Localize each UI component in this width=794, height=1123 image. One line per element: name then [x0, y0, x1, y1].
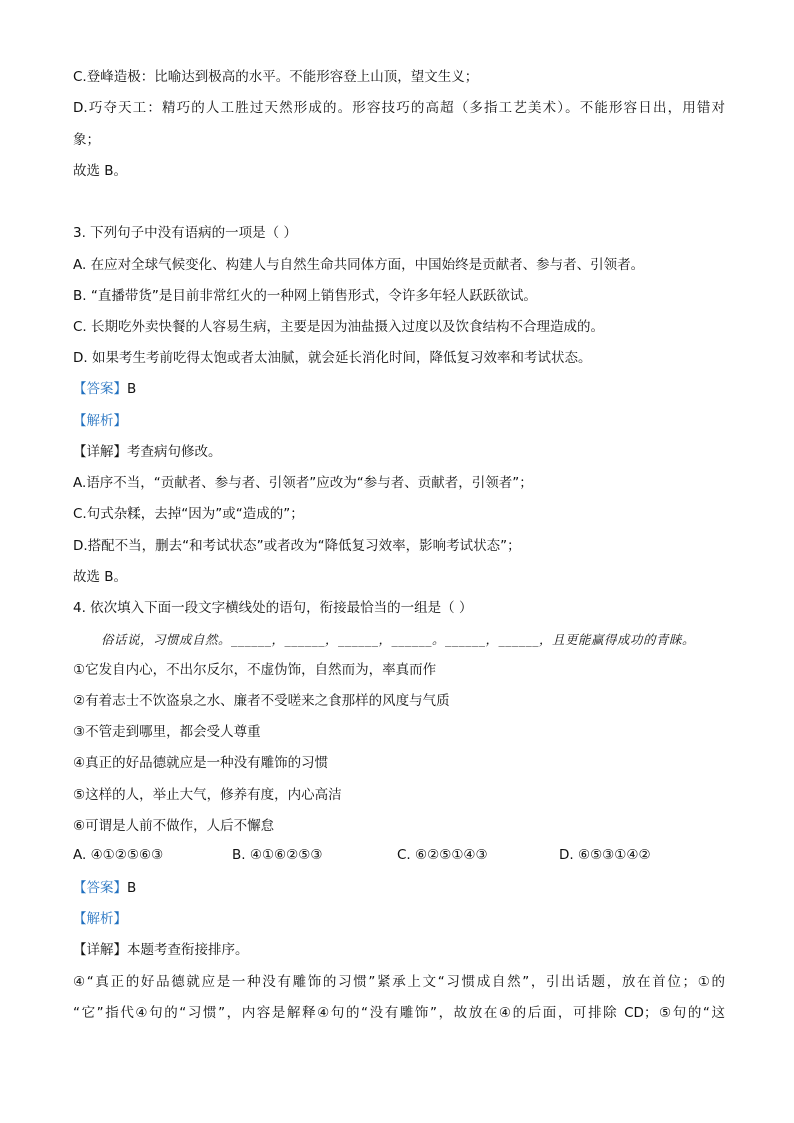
q2-conclusion: 故选 B。: [73, 163, 128, 179]
q3-option-d: D. 如果考生考前吃得太饱或者太油腻，就会延长消化时间，降低复习效率和考试状态。: [73, 350, 592, 366]
detail-text: 本题考查衔接排序。: [127, 942, 249, 958]
answer-tag: 【答案】: [73, 381, 127, 397]
q4-item-2: ②有着志士不饮盗泉之水、廉者不受嗟来之食那样的风度与气质: [73, 693, 450, 709]
detail-tag: 【详解】: [73, 444, 127, 460]
q3-note-c: C.句式杂糅，去掉“因为”或“造成的”；: [73, 506, 304, 522]
q3-conclusion: 故选 B。: [73, 569, 128, 585]
q3-analysis-heading: [73, 412, 127, 430]
detail-text: 考查病句修改。: [127, 444, 222, 460]
q4-analysis-heading: [73, 910, 127, 928]
explanation-d: D.巧夺天工：精巧的人工胜过天然形成的。形容技巧的高超（多指工艺美术）。不能形容日出，用错对: [73, 100, 725, 116]
q4-answer: [73, 879, 136, 897]
q3-option-c: C. 长期吃外卖快餐的人容易生病，主要是因为油盐摄入过度以及饮食结构不合理造成的。: [73, 319, 605, 335]
q4-detail-line-2: “它”指代④句的“习惯”，内容是解释④句的“没有雕饰”，故放在④的后面，可排除 CD；⑤句的“这: [73, 1005, 725, 1021]
q4-item-5: ⑤这样的人，举止大气，修养有度，内心高洁: [73, 787, 342, 803]
answer-value: B: [127, 880, 137, 896]
q4-detail: [73, 941, 249, 959]
q3-stem: 3. 下列句子中没有语病的一项是（ ）: [73, 225, 297, 241]
q4-choice-c: C. ⑥②⑤①④③: [397, 847, 488, 863]
answer-tag: 【答案】: [73, 880, 127, 896]
q3-note-d: D.搭配不当，删去“和考试状态”或者改为“降低复习效率，影响考试状态”；: [73, 538, 521, 554]
q4-passage: 俗话说，习惯成自然。______，______，______，______。______，______，且更能赢得成功的青睐。: [101, 632, 696, 647]
q4-item-4: ④真正的好品德就应是一种没有雕饰的习惯: [73, 755, 329, 771]
q4-stem: 4. 依次填入下面一段文字横线处的语句，衔接最恰当的一组是（ ）: [73, 600, 473, 616]
q4-choice-a: A. ④①②⑤⑥③: [73, 847, 164, 863]
answer-value: B: [127, 381, 137, 397]
detail-tag: 【详解】: [73, 942, 127, 958]
q4-detail-line-1: ④“真正的好品德就应是一种没有雕饰的习惯”紧承上文“习惯成自然”，引出话题，放在首位；①的: [73, 974, 725, 990]
q4-item-3: ③不管走到哪里，都会受人尊重: [73, 724, 261, 740]
analysis-tag: 【解析】: [73, 413, 127, 429]
explanation-d-cont: 象；: [73, 132, 100, 148]
analysis-tag: 【解析】: [73, 911, 127, 927]
explanation-c: C.登峰造极：比喻达到极高的水平。不能形容登上山顶，望文生义；: [73, 69, 479, 85]
q3-answer: [73, 380, 136, 398]
q3-option-a: A. 在应对全球气候变化、构建人与自然生命共同体方面，中国始终是贡献者、参与者、引领者。: [73, 257, 645, 273]
q4-choices: [73, 847, 733, 865]
q3-note-a: A.语序不当，“贡献者、参与者、引领者”应改为“参与者、贡献者，引领者”；: [73, 475, 533, 491]
q4-choice-d: D. ⑥⑤③①④②: [559, 847, 651, 863]
q3-option-b: B. “直播带货”是目前非常红火的一种网上销售形式，令许多年轻人跃跃欲试。: [73, 288, 537, 304]
q4-item-6: ⑥可谓是人前不做作，人后不懈怠: [73, 818, 275, 834]
q4-choice-b: B. ④①⑥②⑤③: [232, 847, 323, 863]
q4-item-1: ①它发自内心，不出尔反尔，不虚伪饰，自然而为，率真而作: [73, 662, 437, 678]
q3-detail: [73, 443, 222, 461]
